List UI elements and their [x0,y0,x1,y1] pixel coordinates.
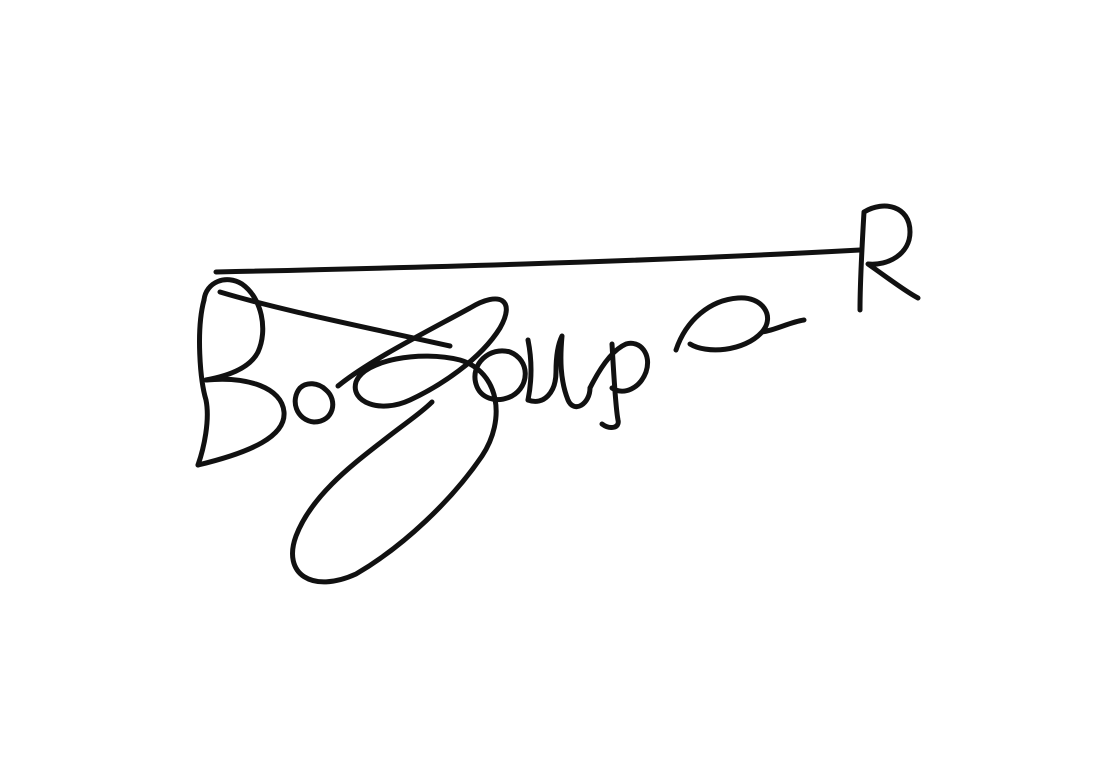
letter-b-spine [198,300,207,465]
letter-a [676,298,804,350]
letter-o [295,384,333,422]
letter-r [860,206,918,310]
letter-u [528,336,590,407]
signature-overline [216,250,860,272]
letter-b-lower-bowl [198,379,284,465]
signature-large-loop [293,299,507,582]
letter-p [590,343,648,427]
